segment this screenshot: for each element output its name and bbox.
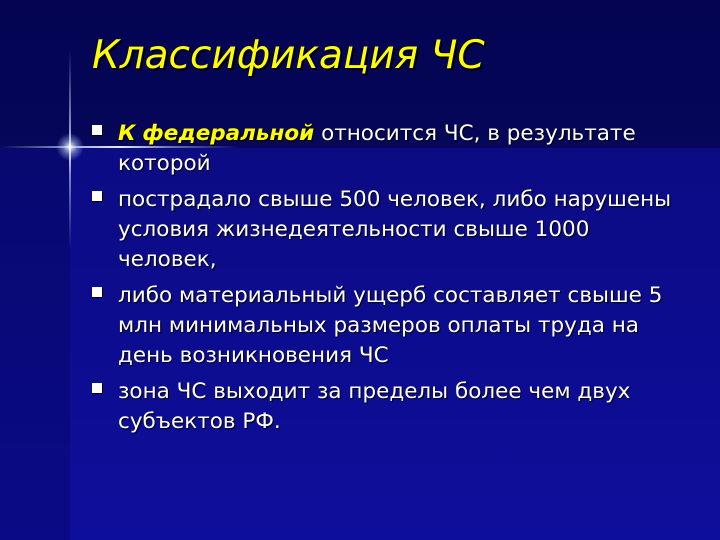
light-flare-glow bbox=[56, 133, 84, 161]
bullet-list bbox=[92, 119, 692, 443]
bullet-item-federal bbox=[92, 119, 692, 179]
background-left-band bbox=[0, 148, 70, 540]
bullet-text: пострадало свыше 500 человек, либо нарушены условия жизнедеятельности свыше 1000 человек, bbox=[118, 187, 672, 272]
bullet-emphasis-word: федеральной bbox=[142, 121, 315, 146]
bullet-item-damage bbox=[92, 281, 692, 371]
bullet-item-zone bbox=[92, 377, 692, 437]
square-bullet-icon bbox=[92, 125, 102, 135]
bullet-text: либо материальный ущерб составляет свыше 5 млн минимальных размеров оплаты труда на день возникновения ЧС bbox=[118, 283, 663, 368]
bullet-item-victims bbox=[92, 185, 692, 275]
square-bullet-icon bbox=[92, 383, 102, 393]
bullet-text: относится ЧС, в результате которой bbox=[118, 121, 636, 176]
slide-title: Классификация ЧС bbox=[92, 33, 485, 78]
square-bullet-icon bbox=[92, 287, 102, 297]
bullet-text: зона ЧС выходит за пределы более чем двух субъектов РФ. bbox=[118, 379, 631, 434]
bullet-lead-word: К bbox=[118, 121, 136, 146]
square-bullet-icon bbox=[92, 191, 102, 201]
